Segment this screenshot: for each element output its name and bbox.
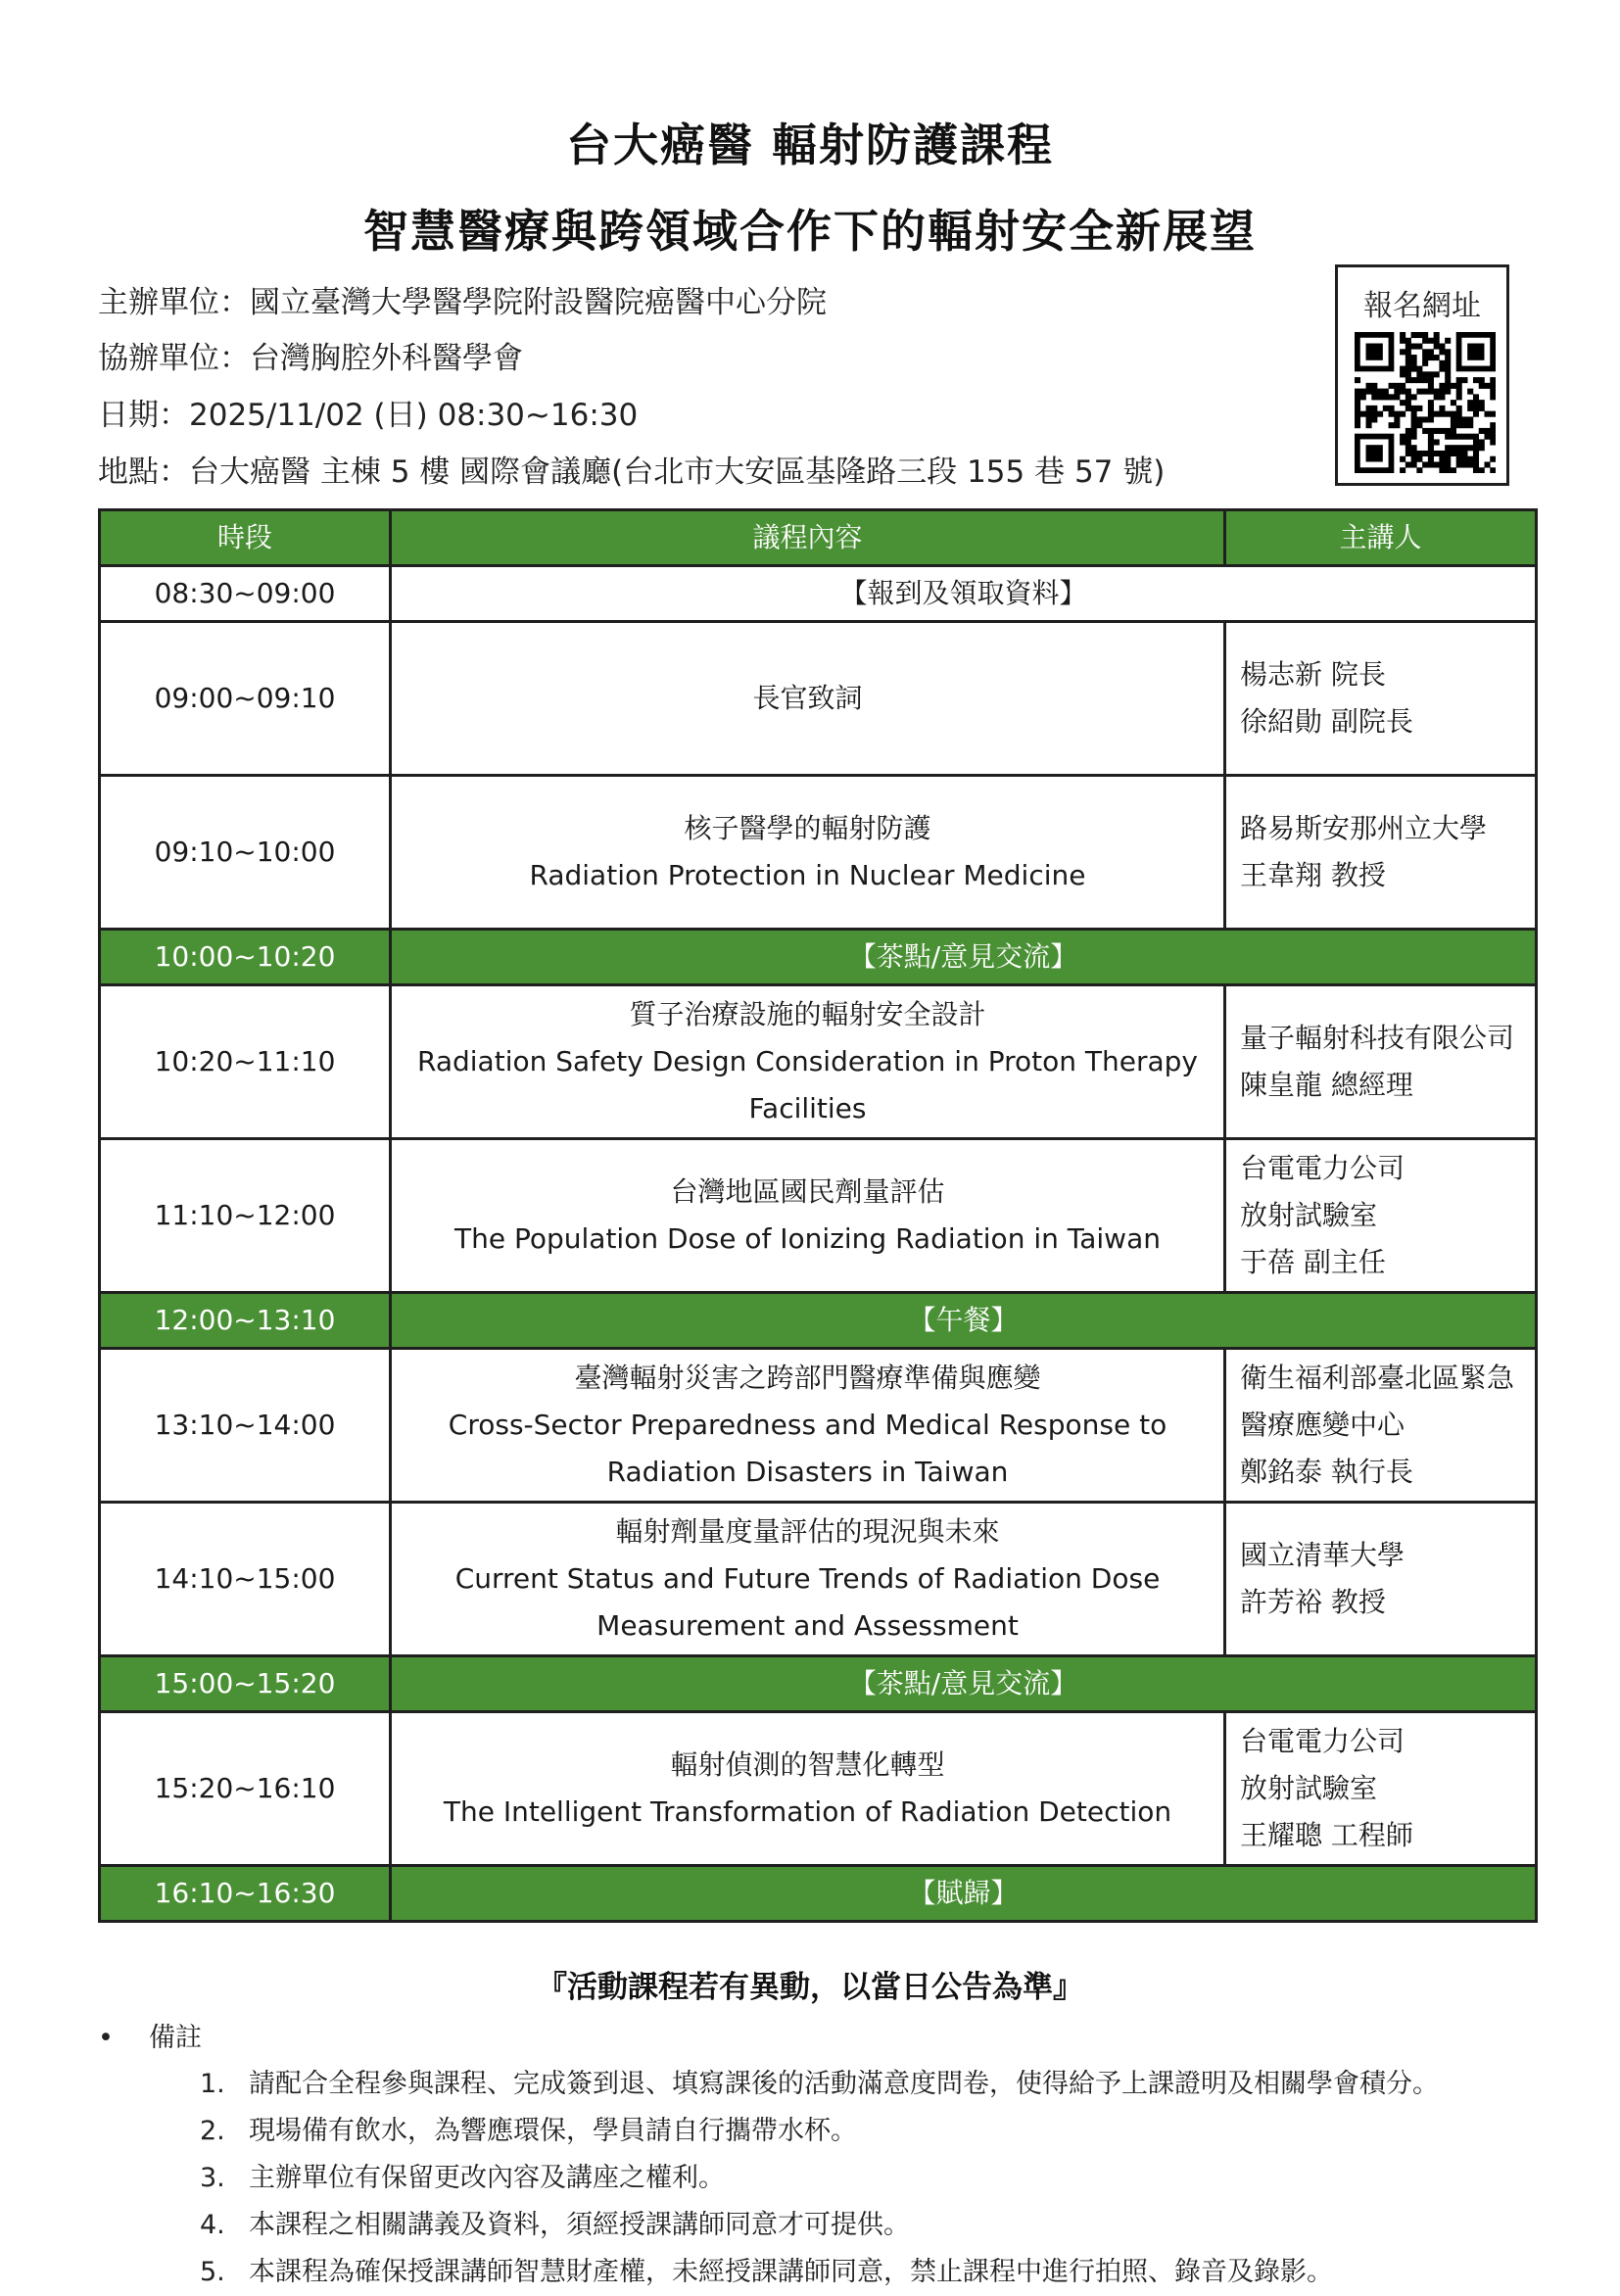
agenda-session-row <box>100 1139 1537 1293</box>
speaker-line: 王韋翔 教授 <box>1240 859 1386 891</box>
session-content-line: Facilities <box>748 1092 867 1124</box>
break-label: 【茶點/意見交流】 <box>391 1656 1537 1712</box>
session-content-line: 質子治療設施的輻射安全設計 <box>629 998 986 1030</box>
bullet-icon: • <box>98 2023 114 2053</box>
session-content-line: The Population Dose of Ionizing Radiation in Taiwan <box>454 1222 1161 1255</box>
note-item <box>200 2249 1439 2296</box>
break-label: 【報到及領取資料】 <box>391 566 1537 622</box>
agenda-session-row <box>100 1712 1537 1866</box>
session-content-line: Radiation Protection in Nuclear Medicine <box>529 859 1086 891</box>
speaker-line: 量子輻射科技有限公司 <box>1240 1022 1515 1054</box>
session-content <box>391 1349 1225 1503</box>
note-number: 2. <box>200 2116 225 2146</box>
session-time: 12:00~13:10 <box>100 1293 391 1349</box>
agenda-break-row <box>100 566 1537 622</box>
session-time: 13:10~14:00 <box>100 1349 391 1503</box>
note-text: 主辦單位有保留更改內容及講座之權利。 <box>249 2163 725 2193</box>
qr-code-icon[interactable] <box>1355 332 1496 473</box>
header-speaker: 主講人 <box>1225 510 1537 566</box>
header-content: 議程內容 <box>391 510 1225 566</box>
event-venue: 地點：台大癌醫 主棟 5 樓 國際會議廳(台北市大安區基隆路三段 155 巷 57 號) <box>98 454 1166 490</box>
session-content <box>391 1712 1225 1866</box>
speaker-line: 放射試驗室 <box>1240 1772 1378 1804</box>
note-item <box>200 2061 1439 2108</box>
agenda-session-row <box>100 1503 1537 1656</box>
speaker-line: 鄭銘泰 執行長 <box>1240 1456 1413 1488</box>
session-content-line: 輻射偵測的智慧化轉型 <box>670 1748 945 1781</box>
note-item <box>200 2108 1439 2155</box>
speaker-line: 陳皇龍 總經理 <box>1240 1069 1413 1101</box>
session-content <box>391 776 1225 930</box>
agenda-break-row <box>100 930 1537 985</box>
note-item <box>200 2202 1439 2249</box>
session-content-line: The Intelligent Transformation of Radiation Detection <box>443 1795 1172 1828</box>
course-subtitle: 智慧醫療與跨領域合作下的輻射安全新展望 <box>363 205 1257 258</box>
session-speaker <box>1225 1712 1537 1866</box>
agenda-break-row <box>100 1656 1537 1712</box>
session-content-line: Radiation Disasters in Taiwan <box>606 1456 1009 1488</box>
note-number: 5. <box>200 2257 225 2287</box>
session-content-line: 長官致詞 <box>752 682 863 714</box>
speaker-line: 王耀聰 工程師 <box>1240 1819 1413 1851</box>
speaker-line: 衛生福利部臺北區緊急 <box>1240 1362 1515 1394</box>
agenda-header-row <box>100 510 1537 566</box>
session-time: 09:10~10:00 <box>100 776 391 930</box>
registration-label: 報名網址 <box>1363 289 1481 323</box>
session-speaker <box>1225 776 1537 930</box>
session-time: 08:30~09:00 <box>100 566 391 622</box>
session-content-line: 臺灣輻射災害之跨部門醫療準備與應變 <box>574 1362 1041 1394</box>
agenda-session-row <box>100 622 1537 776</box>
session-content-line: 核子醫學的輻射防護 <box>684 812 931 844</box>
agenda-session-row <box>100 776 1537 930</box>
session-speaker <box>1225 1503 1537 1656</box>
notes-heading-label: 備註 <box>149 2023 202 2053</box>
note-number: 4. <box>200 2210 225 2240</box>
speaker-line: 台電電力公司 <box>1240 1725 1406 1757</box>
session-content <box>391 985 1225 1139</box>
session-time: 15:20~16:10 <box>100 1712 391 1866</box>
registration-box[interactable] <box>1335 264 1509 486</box>
speaker-line: 楊志新 院長 <box>1240 658 1386 691</box>
speaker-line: 國立清華大學 <box>1240 1539 1406 1571</box>
note-number: 1. <box>200 2069 225 2099</box>
session-content-line: Cross-Sector Preparedness and Medical Response to <box>448 1409 1167 1441</box>
session-time: 09:00~09:10 <box>100 622 391 776</box>
agenda-session-row <box>100 985 1537 1139</box>
speaker-line: 醫療應變中心 <box>1240 1409 1406 1441</box>
speaker-line: 放射試驗室 <box>1240 1199 1378 1231</box>
organizer-info: 主辦單位：國立臺灣大學醫學院附設醫院癌醫中心分院 <box>98 285 827 320</box>
speaker-line: 于蓓 副主任 <box>1240 1246 1386 1278</box>
course-title: 台大癌醫 輻射防護課程 <box>565 119 1054 171</box>
session-speaker <box>1225 1349 1537 1503</box>
speaker-line: 徐紹勛 副院長 <box>1240 705 1413 738</box>
session-time: 11:10~12:00 <box>100 1139 391 1293</box>
session-time: 16:10~16:30 <box>100 1866 391 1922</box>
event-date: 日期：2025/11/02 (日) 08:30~16:30 <box>98 398 639 433</box>
note-item <box>200 2155 1439 2202</box>
break-label: 【賦歸】 <box>391 1866 1537 1922</box>
session-content-line: Current Status and Future Trends of Radiation Dose <box>454 1562 1161 1595</box>
session-content <box>391 1503 1225 1656</box>
session-content-line: 輻射劑量度量評估的現況與未來 <box>615 1515 1000 1548</box>
session-speaker <box>1225 1139 1537 1293</box>
session-content-line: Radiation Safety Design Consideration in Proton Therapy <box>417 1045 1198 1077</box>
session-content <box>391 1139 1225 1293</box>
session-time: 10:20~11:10 <box>100 985 391 1139</box>
note-number: 3. <box>200 2163 225 2193</box>
agenda-break-row <box>100 1293 1537 1349</box>
session-content-line: 台灣地區國民劑量評估 <box>670 1175 945 1208</box>
agenda-table <box>98 508 1538 1923</box>
speaker-line: 台電電力公司 <box>1240 1152 1406 1184</box>
break-label: 【午餐】 <box>391 1293 1537 1349</box>
session-content <box>391 622 1225 776</box>
session-content-line: Measurement and Assessment <box>596 1609 1019 1642</box>
notes-list <box>200 2061 1439 2296</box>
speaker-line: 路易斯安那州立大學 <box>1240 812 1488 844</box>
session-speaker <box>1225 985 1537 1139</box>
speaker-line: 許芳裕 教授 <box>1240 1586 1386 1618</box>
schedule-change-notice: 『活動課程若有異動，以當日公告為準』 <box>537 1970 1083 2005</box>
agenda-break-row <box>100 1866 1537 1922</box>
co-organizer-info: 協辦單位：台灣胸腔外科醫學會 <box>98 341 523 376</box>
note-text: 本課程為確保授課講師智慧財產權，未經授課講師同意，禁止課程中進行拍照、錄音及錄影。 <box>249 2257 1333 2287</box>
session-speaker <box>1225 622 1537 776</box>
note-text: 請配合全程參與課程、完成簽到退、填寫課後的活動滿意度問卷，使得給予上課證明及相關學會積分。 <box>249 2069 1439 2099</box>
session-time: 14:10~15:00 <box>100 1503 391 1656</box>
agenda-session-row <box>100 1349 1537 1503</box>
break-label: 【茶點/意見交流】 <box>391 930 1537 985</box>
notes-heading <box>98 2016 202 2054</box>
session-time: 10:00~10:20 <box>100 930 391 985</box>
note-text: 本課程之相關講義及資料，須經授課講師同意才可提供。 <box>249 2210 910 2240</box>
header-time: 時段 <box>100 510 391 566</box>
session-time: 15:00~15:20 <box>100 1656 391 1712</box>
note-text: 現場備有飲水，為響應環保，學員請自行攜帶水杯。 <box>249 2116 857 2146</box>
